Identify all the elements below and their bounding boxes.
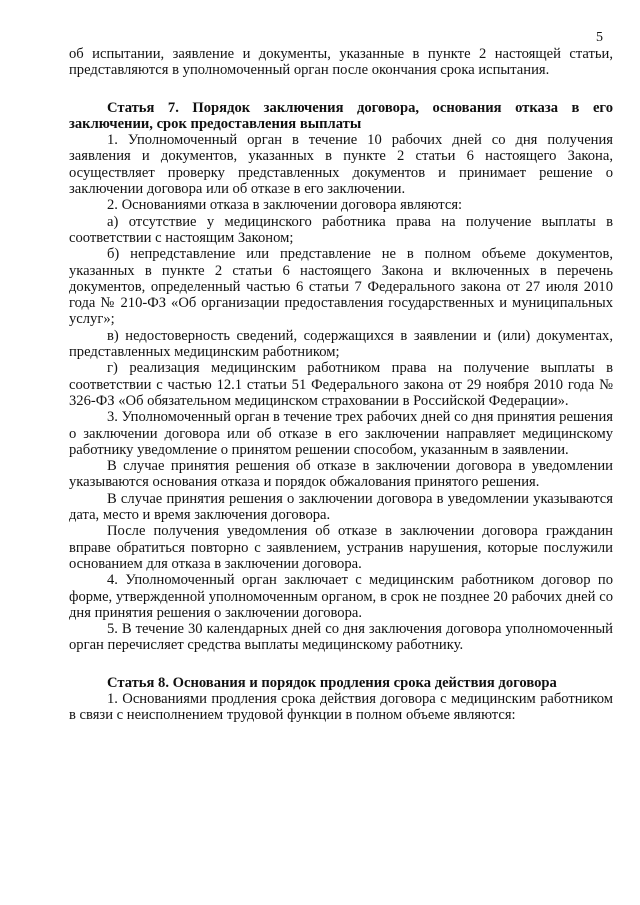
article-8-paragraph-1: 1. Основаниями продления срока действия договора с медицинским работником в связи с неисполнением трудовой функции в полном объеме являются: [69, 690, 613, 724]
article-7-item-b: б) непредставление или представление не в полном объеме документов, указанных в пункте 2 статьи 6 настоящего Закона и включенных в перечень документов, определенный частью 6 статьи 7 Федерального закона от 27 июля 2010 года № 210-ФЗ «Об организации предоставления государственных и муниципальных услуг»; [69, 246, 613, 328]
article-7-repeat-note: После получения уведомления об отказе в заключении договора гражданин вправе обратиться повторно с заявлением, устранив нарушения, которые послужили основанием для отказа в заключении договора. [69, 523, 613, 572]
article-7-paragraph-5: 5. В течение 30 календарных дней со дня заключения договора уполномоченный орган перечисляет средства выплаты медицинскому работнику. [69, 621, 613, 654]
document-body [69, 46, 613, 724]
article-7-paragraph-2: 2. Основаниями отказа в заключении договора являются: [107, 197, 463, 214]
article-8-heading: Статья 8. Основания и порядок продления срока действия договора [107, 674, 557, 691]
article-7-item-g: г) реализация медицинским работником права на получение выплаты в соответствии с частью 12.1 статьи 51 Федерального закона от 29 ноября 2010 года № 326-ФЗ «Об обязательном медицинском страховании в Российской Федерации». [69, 360, 613, 409]
intro-paragraph: об испытании, заявление и документы, указанные в пункте 2 настоящей статьи, представляются в уполномоченный орган после окончания срока испытания. [69, 46, 613, 79]
article-7-paragraph-1: 1. Уполномоченный орган в течение 10 рабочих дней со дня получения заявления и документов, указанных в пункте 2 статьи 6 настоящего Закона, осуществляет проверку представленных документов и принимает решение о заключении договора или об отказе в его заключении. [69, 132, 613, 198]
article-7-paragraph-4: 4. Уполномоченный орган заключает с медицинским работником договор по форме, утвержденной уполномоченным органом, в срок не позднее 20 рабочих дней со дня принятия решения о заключении договора. [69, 572, 613, 621]
article-7-item-a: а) отсутствие у медицинского работника права на получение выплаты в соответствии с настоящим Законом; [69, 213, 613, 246]
page-number: 5 [596, 30, 603, 45]
article-7-heading: Статья 7. Порядок заключения договора, основания отказа в его заключении, срок предоставления выплаты [69, 99, 613, 132]
article-7-conclusion-note: В случае принятия решения о заключении договора в уведомлении указываются дата, место и время заключения договора. [69, 490, 613, 524]
article-7-paragraph-3: 3. Уполномоченный орган в течение трех рабочих дней со дня принятия решения о заключении договора или об отказе в его заключении направляет медицинскому работнику уведомление о принятом решении способом, указанным в заявлении. [69, 409, 613, 458]
article-7-refusal-note: В случае принятия решения об отказе в заключении договора в уведомлении указываются основания отказа и порядок обжалования принятого решения. [69, 458, 613, 491]
article-7-item-v: в) недостоверность сведений, содержащихся в заявлении и (или) документах, представленных медицинским работником; [69, 327, 613, 361]
